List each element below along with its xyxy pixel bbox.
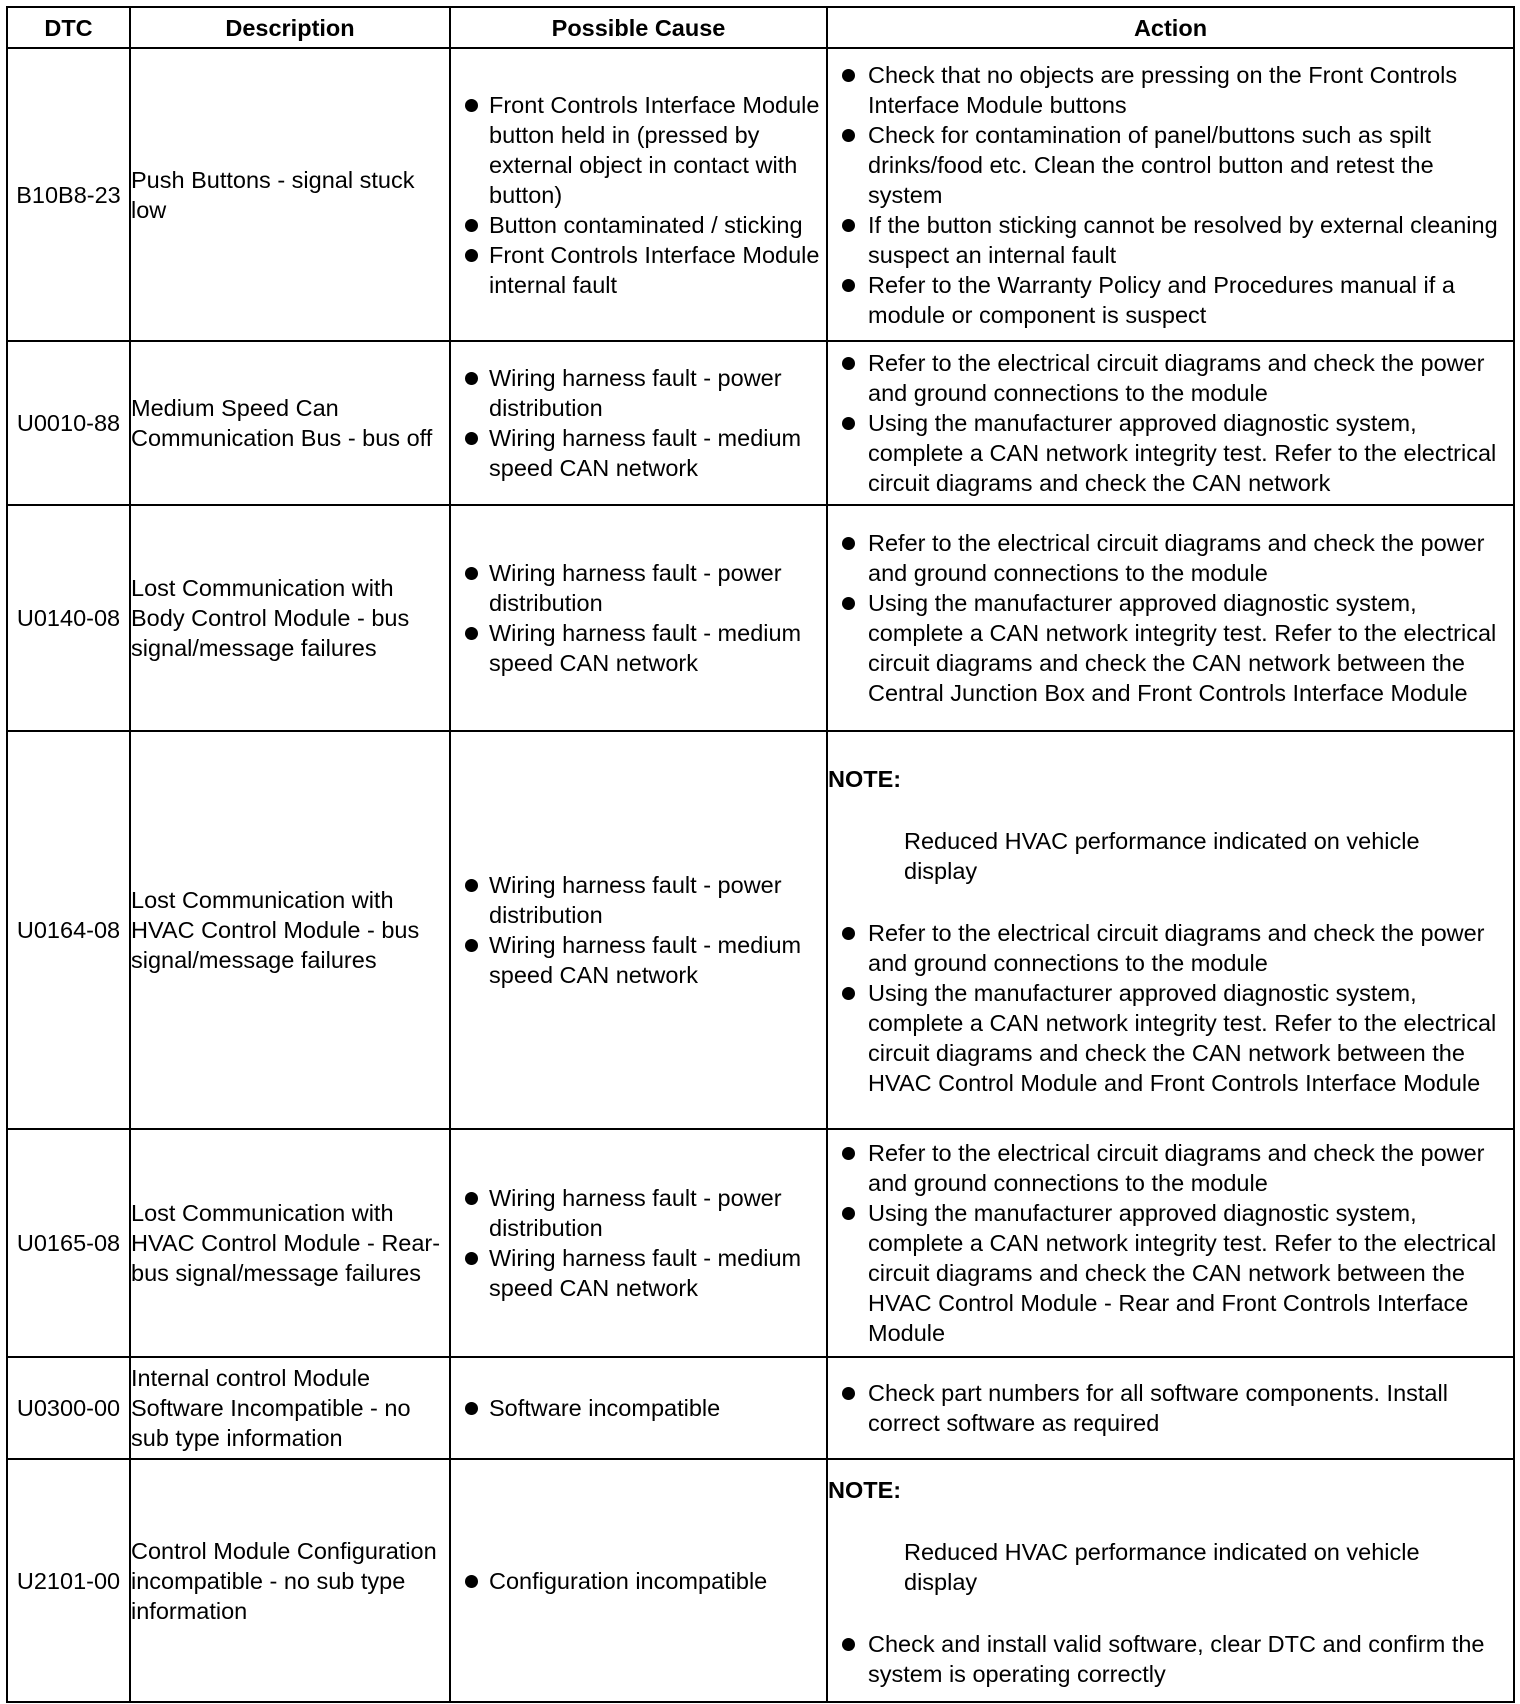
action-list — [828, 60, 1513, 330]
note-label: NOTE: — [828, 1476, 902, 1503]
action-list — [828, 1629, 1513, 1689]
dtc-table — [6, 6, 1515, 1703]
table-header-row — [7, 7, 1514, 48]
action-item: Refer to the electrical circuit diagrams and check the power and ground connections to the module — [828, 528, 1513, 588]
cause-item: Wiring harness fault - medium speed CAN network — [451, 618, 826, 678]
action-list — [828, 918, 1513, 1098]
action-item: Using the manufacturer approved diagnostic system, complete a CAN network integrity test. Refer to the electrical circuit diagrams and check the CAN network between the HVAC Control Module and Front Controls Interface Module — [828, 978, 1513, 1098]
cause-item: Configuration incompatible — [451, 1566, 826, 1596]
action-item: Check part numbers for all software components. Install correct software as required — [828, 1378, 1513, 1438]
cause-list — [451, 363, 826, 483]
action-item: Check and install valid software, clear DTC and confirm the system is operating correctly — [828, 1629, 1513, 1689]
table-row — [7, 731, 1514, 1129]
table-body — [7, 48, 1514, 1702]
table-row — [7, 1129, 1514, 1357]
possible-cause-cell — [450, 1459, 827, 1702]
cause-list — [451, 1393, 826, 1423]
header-action: Action — [827, 7, 1514, 48]
possible-cause-cell — [450, 48, 827, 341]
action-list — [828, 1378, 1513, 1438]
action-item: Using the manufacturer approved diagnostic system, complete a CAN network integrity test. Refer to the electrical circuit diagrams and check the CAN network between the Central Junction Box and Front Controls Interface Module — [828, 588, 1513, 708]
dtc-description: Lost Communication with HVAC Control Module - bus signal/message failures — [130, 731, 450, 1129]
action-item: Using the manufacturer approved diagnostic system, complete a CAN network integrity test. Refer to the electrical circuit diagrams and check the CAN network — [828, 408, 1513, 498]
dtc-code: U0165-08 — [7, 1129, 130, 1357]
cause-item: Button contaminated / sticking — [451, 210, 826, 240]
possible-cause-cell — [450, 1357, 827, 1459]
cause-list — [451, 1566, 826, 1596]
action-item: Refer to the electrical circuit diagrams and check the power and ground connections to the module — [828, 348, 1513, 408]
action-cell — [827, 505, 1514, 731]
table-row — [7, 1459, 1514, 1702]
cause-list — [451, 90, 826, 300]
action-cell — [827, 1357, 1514, 1459]
dtc-code: U0010-88 — [7, 341, 130, 505]
dtc-description: Internal control Module Software Incompatible - no sub type information — [130, 1357, 450, 1459]
note-text: Reduced HVAC performance indicated on vehicle display — [904, 1538, 1420, 1595]
dtc-code: U2101-00 — [7, 1459, 130, 1702]
dtc-code: U0140-08 — [7, 505, 130, 731]
possible-cause-cell — [450, 341, 827, 505]
dtc-description: Control Module Configuration incompatible - no sub type information — [130, 1459, 450, 1702]
cause-item: Wiring harness fault - power distribution — [451, 363, 826, 423]
action-item: Refer to the electrical circuit diagrams and check the power and ground connections to the module — [828, 918, 1513, 978]
dtc-description: Medium Speed Can Communication Bus - bus off — [130, 341, 450, 505]
table-row — [7, 505, 1514, 731]
table-row — [7, 341, 1514, 505]
header-dtc: DTC — [7, 7, 130, 48]
action-list — [828, 348, 1513, 498]
action-list — [828, 1138, 1513, 1348]
cause-list — [451, 870, 826, 990]
action-item: Check for contamination of panel/buttons such as spilt drinks/food etc. Clean the control button and retest the system — [828, 120, 1513, 210]
action-item: If the button sticking cannot be resolved by external cleaning suspect an internal fault — [828, 210, 1513, 270]
cause-item: Front Controls Interface Module internal fault — [451, 240, 826, 300]
dtc-code: U0300-00 — [7, 1357, 130, 1459]
action-cell — [827, 48, 1514, 341]
action-cell — [827, 1129, 1514, 1357]
cause-item: Wiring harness fault - medium speed CAN network — [451, 930, 826, 990]
table-row — [7, 1357, 1514, 1459]
header-description: Description — [130, 7, 450, 48]
possible-cause-cell — [450, 1129, 827, 1357]
possible-cause-cell — [450, 505, 827, 731]
action-list — [828, 528, 1513, 708]
cause-list — [451, 1183, 826, 1303]
cause-item: Wiring harness fault - power distribution — [451, 558, 826, 618]
dtc-code: U0164-08 — [7, 731, 130, 1129]
cause-item: Wiring harness fault - power distribution — [451, 870, 826, 930]
note-label: NOTE: — [828, 766, 902, 792]
possible-cause-cell — [450, 731, 827, 1129]
header-possible-cause: Possible Cause — [450, 7, 827, 48]
action-item: Check that no objects are pressing on the Front Controls Interface Module buttons — [828, 60, 1513, 120]
note-text: Reduced HVAC performance indicated on vehicle display — [904, 828, 1420, 884]
action-cell — [827, 731, 1514, 1129]
action-item: Refer to the electrical circuit diagrams and check the power and ground connections to the module — [828, 1138, 1513, 1198]
cause-item: Wiring harness fault - power distribution — [451, 1183, 826, 1243]
cause-item: Front Controls Interface Module button held in (pressed by external object in contact with button) — [451, 90, 826, 210]
action-item: Using the manufacturer approved diagnostic system, complete a CAN network integrity test. Refer to the electrical circuit diagrams and check the CAN network between the HVAC Control Module - Rear and Front Controls Interface Module — [828, 1198, 1513, 1348]
table-row — [7, 48, 1514, 341]
dtc-description: Lost Communication with Body Control Module - bus signal/message failures — [130, 505, 450, 731]
dtc-description: Lost Communication with HVAC Control Module - Rear-bus signal/message failures — [130, 1129, 450, 1357]
cause-item: Software incompatible — [451, 1393, 826, 1423]
cause-item: Wiring harness fault - medium speed CAN network — [451, 1243, 826, 1303]
cause-item: Wiring harness fault - medium speed CAN network — [451, 423, 826, 483]
cause-list — [451, 558, 826, 678]
dtc-description: Push Buttons - signal stuck low — [130, 48, 450, 341]
action-cell — [827, 1459, 1514, 1702]
action-item: Refer to the Warranty Policy and Procedures manual if a module or component is suspect — [828, 270, 1513, 330]
action-cell — [827, 341, 1514, 505]
dtc-code: B10B8-23 — [7, 48, 130, 341]
